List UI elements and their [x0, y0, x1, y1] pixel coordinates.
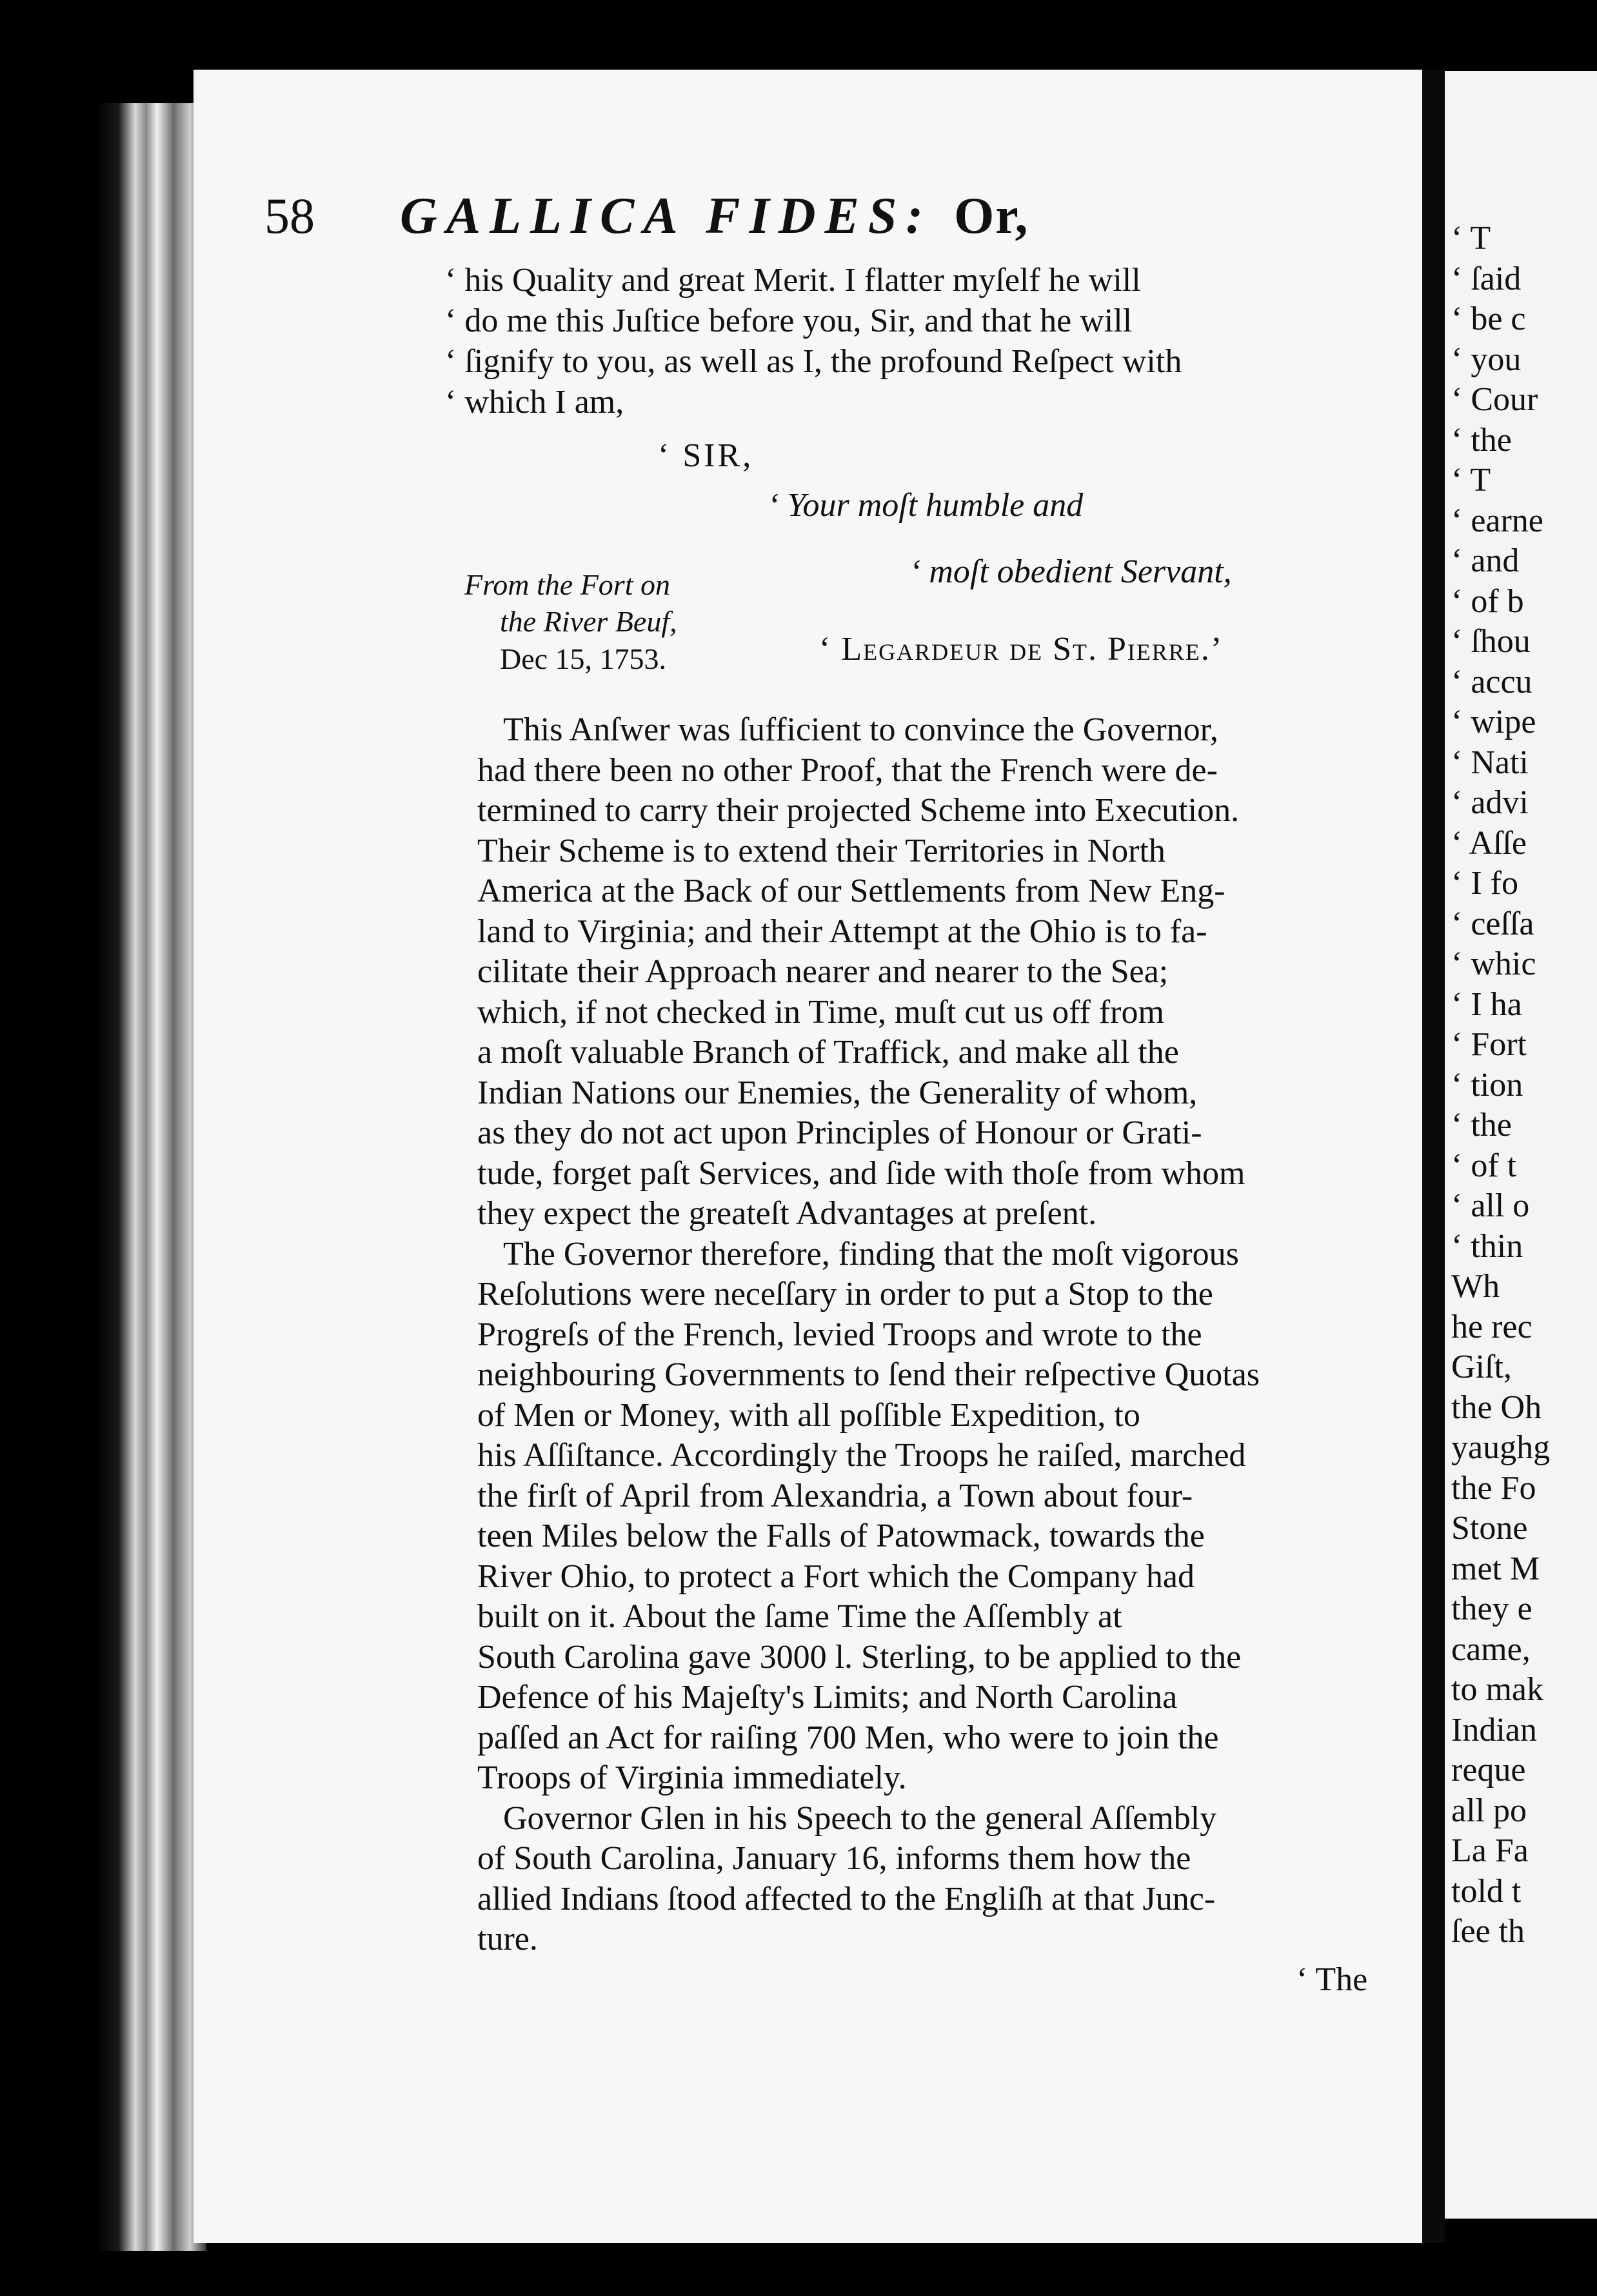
- body-line: had there been no other Proof, that the French were de-: [477, 751, 1218, 789]
- body-line: The Governor therefore, finding that the moſt vigorous: [503, 1235, 1239, 1272]
- dateline: Dec 15, 1753.: [500, 642, 667, 675]
- page-header: [264, 187, 1232, 258]
- body-line: which, if not checked in Time, muſt cut us off from: [477, 993, 1164, 1031]
- body-line: termined to carry their projected Scheme into Execution.: [477, 792, 1240, 829]
- right-page-line: ‘ earne: [1451, 502, 1543, 539]
- right-page-line: ‘ of t: [1451, 1147, 1517, 1184]
- body-line: Defence of his Majeſty's Limits; and North Carolina: [477, 1679, 1178, 1716]
- right-page-line: Giſt,: [1451, 1349, 1512, 1385]
- right-page-line: ſee th: [1451, 1913, 1525, 1950]
- body-line: they expect the greateſt Advantages at preſent.: [477, 1195, 1097, 1232]
- right-page-line: ‘ accu: [1451, 663, 1533, 700]
- letter-line: ‘ ſignify to you, as well as I, the profound Reſpect with: [445, 343, 1182, 380]
- right-page-line: ‘ you: [1451, 341, 1522, 378]
- right-page-line: ‘ advi: [1451, 784, 1529, 821]
- body-line: built on it. About the ſame Time the Aſſembly at: [477, 1598, 1122, 1635]
- page-gutter: [1422, 70, 1445, 2243]
- right-page-line: ‘ T: [1451, 462, 1491, 499]
- signature: ‘ Legardeur de St. Pierre.’: [819, 631, 1224, 668]
- catchword: ‘ The: [1296, 1961, 1368, 1998]
- right-page-line: the Fo: [1451, 1469, 1536, 1507]
- right-page-line: met M: [1451, 1550, 1540, 1587]
- right-page-line: ‘ of b: [1451, 582, 1524, 620]
- dateline: From the Fort on: [464, 568, 670, 601]
- right-page-line: ‘ ceſſa: [1451, 905, 1534, 942]
- right-page-line: ‘ ſaid: [1451, 260, 1522, 297]
- body-line: a moſt valuable Branch of Traffick, and make all the: [477, 1034, 1179, 1071]
- right-page-line: ‘ Nati: [1451, 744, 1529, 781]
- body-line: the firſt of April from Alexandria, a Town about four-: [477, 1477, 1193, 1514]
- right-page-line: Indian: [1451, 1711, 1537, 1748]
- running-title-main: GALLICA FIDES:: [400, 188, 933, 244]
- right-page-line: he rec: [1451, 1308, 1533, 1345]
- right-page-line: ‘ and: [1451, 542, 1520, 579]
- body-line: America at the Back of our Settlements from New Eng-: [477, 873, 1225, 909]
- right-page-line: ‘ thin: [1451, 1227, 1523, 1265]
- body-line: Indian Nations our Enemies, the Generality of whom,: [477, 1074, 1198, 1111]
- body-line: Reſolutions were neceſſary in order to put a Stop to the: [477, 1276, 1213, 1312]
- body-line: neighbouring Governments to ſend their reſpective Quotas: [477, 1356, 1260, 1393]
- body-line: Governor Glen in his Speech to the general Aſſembly: [503, 1799, 1217, 1837]
- body-line: land to Virginia; and their Attempt at the Ohio is to fa-: [477, 913, 1207, 950]
- letter-line: ‘ do me this Juſtice before you, Sir, and that he will: [445, 302, 1133, 339]
- right-page-line: told t: [1451, 1872, 1522, 1910]
- right-page-line: they e: [1451, 1590, 1533, 1627]
- right-page-line: ‘ the: [1451, 421, 1512, 459]
- right-page-line: ‘ Aſſe: [1451, 824, 1527, 862]
- body-line: This Anſwer was ſufficient to convince the Governor,: [503, 711, 1218, 748]
- right-page-line: ‘ whic: [1451, 945, 1536, 982]
- right-page-line: ‘ the: [1451, 1107, 1512, 1143]
- letter-line: ‘ which I am,: [445, 384, 624, 421]
- right-page: [1445, 71, 1597, 2219]
- body-line: tude, forget paſt Services, and ſide with thoſe from whom: [477, 1154, 1245, 1192]
- right-page-line: Stone: [1451, 1510, 1528, 1547]
- right-page-line: ‘ Fort: [1451, 1026, 1527, 1063]
- running-title-suffix: Or,: [954, 188, 1029, 244]
- right-page-line: ‘ be c: [1451, 301, 1526, 337]
- body-line: Troops of Virginia immediately.: [477, 1759, 907, 1796]
- right-page-line: reque: [1451, 1752, 1526, 1788]
- right-page-line: ‘ ſhou: [1451, 623, 1531, 660]
- right-page-line: ‘ Cour: [1451, 381, 1538, 418]
- body-line: cilitate their Approach nearer and nearer to the Sea;: [477, 953, 1169, 990]
- body-line: his Aſſiſtance. Accordingly the Troops he raiſed, marched: [477, 1437, 1246, 1474]
- body-line: South Carolina gave 3000 l. Sterling, to be applied to the: [477, 1638, 1242, 1676]
- right-page-line: Wh: [1451, 1268, 1500, 1305]
- right-page-line: ‘ I fo: [1451, 865, 1518, 902]
- right-page-line: ‘ wipe: [1451, 704, 1536, 740]
- page-number: 58: [264, 188, 315, 244]
- right-page-line: ‘ all o: [1451, 1187, 1530, 1224]
- right-page-line: yaughg: [1451, 1429, 1551, 1466]
- dateline: the River Beuf,: [500, 605, 677, 638]
- body-line: paſſed an Act for raiſing 700 Men, who were to join the: [477, 1719, 1219, 1756]
- right-page-line: La Fa: [1451, 1832, 1529, 1869]
- body-line: of South Carolina, January 16, informs them how the: [477, 1840, 1191, 1877]
- closing-line: ‘ Your moſt humble and: [768, 487, 1084, 524]
- body-line: teen Miles below the Falls of Patowmack, towards the: [477, 1518, 1205, 1554]
- body-line: as they do not act upon Principles of Honour or Grati-: [477, 1114, 1202, 1151]
- body-line: allied Indians ſtood affected to the Engliſh at that Junc-: [477, 1880, 1216, 1917]
- right-page-line: ‘ tion: [1451, 1066, 1523, 1103]
- body-line: Their Scheme is to extend their Territories in North: [477, 832, 1166, 869]
- body-line: Progreſs of the French, levied Troops and wrote to the: [477, 1316, 1202, 1353]
- right-page-line: to mak: [1451, 1671, 1543, 1708]
- body-line: River Ohio, to protect a Fort which the Company had: [477, 1558, 1195, 1595]
- letter-line: ‘ his Quality and great Merit. I flatter myſelf he will: [445, 262, 1141, 299]
- right-page-line: ‘ I ha: [1451, 985, 1522, 1023]
- body-line: ture.: [477, 1921, 538, 1957]
- right-page-line: all po: [1451, 1792, 1527, 1829]
- right-page-line: ‘ T: [1451, 220, 1491, 257]
- right-page-line: the Oh: [1451, 1389, 1542, 1426]
- book-spine-edge: [97, 103, 206, 2251]
- running-title: [400, 187, 1029, 246]
- right-page-line: came,: [1451, 1630, 1531, 1668]
- body-line: of Men or Money, with all poſſible Expedition, to: [477, 1396, 1140, 1434]
- closing-line: ‘ moſt obedient Servant,: [909, 553, 1232, 590]
- salutation: ‘ SIR,: [658, 437, 754, 474]
